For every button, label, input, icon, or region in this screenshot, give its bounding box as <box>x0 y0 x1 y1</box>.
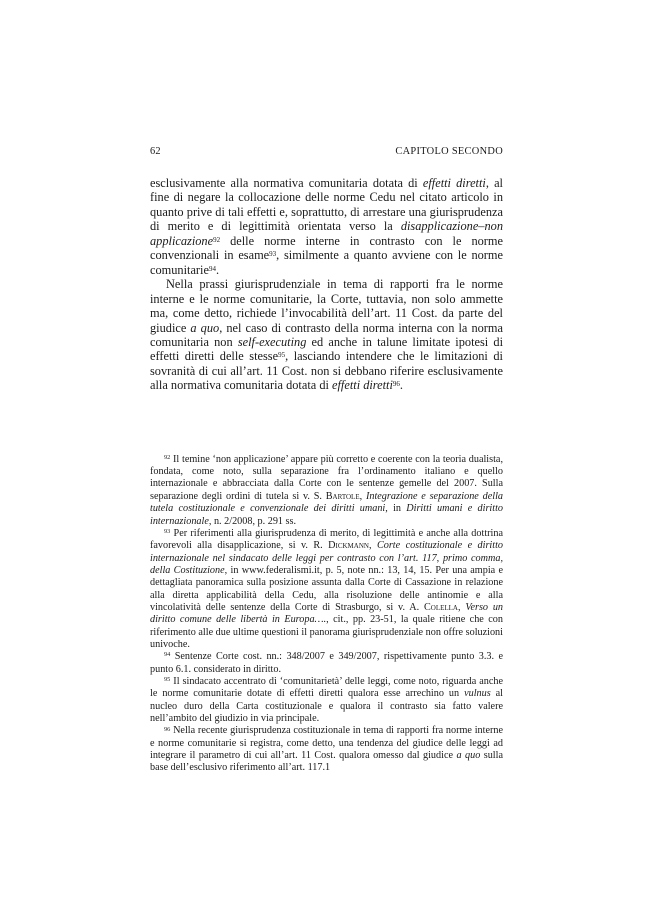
footnote-number: 93 <box>164 528 171 536</box>
main-text <box>150 176 503 393</box>
author-name: Bartole <box>325 490 360 502</box>
footnote-92 <box>150 454 503 528</box>
text-run: , <box>457 601 466 613</box>
text-run: , al fine di negare la collocazione delle norme Cedu nel citato articolo in quanto prive di tali effetti e, soprattutto, di arrestare una giurisprudenza di merito e di legittimità orientata verso la <box>150 176 503 234</box>
paragraph-1 <box>150 176 503 277</box>
footnote-number: 94 <box>164 651 171 659</box>
text-run: . <box>215 262 220 277</box>
italic-term: self-executing <box>237 334 307 349</box>
italic-term: a quo <box>190 320 220 335</box>
footnote-number: 96 <box>164 725 171 733</box>
footnote-94 <box>150 651 503 676</box>
text-run: Nella recente giurisprudenza costituzionale in tema di rapporti fra norme interne e norme comunitarie si registra, come detto, una tendenza del giudice delle leggi ad integrare il parametro di cui all’art. 11 Cost. qualora omesso dal giudice <box>150 725 503 762</box>
text-run: Il sindacato accentrato di ‘comunitarietà’ delle leggi, come noto, riguarda anche le norme comunitarie dotate di effetti diretti qualora esse arrechino un <box>150 675 503 700</box>
text-run: sulla base dell’esclusivo riferimento all’art. 117.1 <box>150 750 503 774</box>
text-run: Il temine ‘non applicazione’ appare più corretto e coerente con la teoria dualista, fondata, come noto, sulla separazione fra l’ordinamento italiano e quello internazionale e abbracciata dalla Corte con le sentenze gemelle del 2007. Sulla separazione degli ordini di tutela si v. S. <box>150 453 503 502</box>
footnotes <box>150 454 503 775</box>
chapter-title: CAPITOLO SECONDO <box>395 146 503 157</box>
text-run: , n. 2/2008, p. 291 ss. <box>208 515 297 527</box>
book-page <box>150 146 503 775</box>
footnote-95 <box>150 676 503 725</box>
text-run: esclusivamente alla normativa comunitaria dotata di <box>150 176 423 190</box>
italic-term: disapplicazione–non applicazione <box>150 219 503 248</box>
footnote-number: 92 <box>164 453 171 461</box>
text-run: Per riferimenti alla giurisprudenza di merito, di legittimità e anche alla dottrina favorevoli alla disapplicazione, si v. R. <box>150 527 503 552</box>
text-run: Nella prassi giurisprudenziale in tema di rapporti fra le norme interne e le norme comunitarie, la Corte, tuttavia, non solo ammette ma, come detto, richiede l’invocabilità dell’art. 11 Cost. da parte del giudice <box>150 277 503 335</box>
italic-title: Verso un diritto comune delle libertà in Europa…. <box>150 601 504 626</box>
text-run: al nucleo duro della Carta costituzionale e qualora il contrasto sia fatto valere nell’ambito del giudizio in via principale. <box>150 688 504 725</box>
italic-title: Corte costituzionale e diritto internazionale nel sindacato delle leggi per contrasto con l’art. 117, primo comma, della Costituzione <box>150 540 504 576</box>
text-run: , lasciando intendere che le limitazioni di sovranità di cui all’art. 11 Cost. non si debbano riferire esclusivamente alla normativa comunitaria dotata di <box>150 349 503 393</box>
text-run: ed anche in talune limitate ipotesi di effetti diretti delle stesse <box>150 334 503 364</box>
italic-term: a quo <box>456 750 481 762</box>
footnote-number: 95 <box>164 676 171 684</box>
paragraph-2 <box>150 277 503 393</box>
italic-title: Diritti umani e diritto internazionale <box>150 503 503 527</box>
footnote-ref-95[interactable]: 95 <box>278 351 286 360</box>
italic-term: effetti diretti <box>422 176 486 190</box>
running-head <box>150 146 503 158</box>
page-number: 62 <box>150 146 161 157</box>
footnote-ref-93[interactable]: 93 <box>269 250 277 259</box>
author-name: Colella <box>423 601 458 613</box>
text-run: , <box>368 540 377 552</box>
text-run: , cit., pp. 23-51, la quale ritiene che con riferimento alle due ultime questioni il panorama giurisprudenziale non offre soluzioni univoche. <box>150 614 503 650</box>
text-run: , nel caso di contrasto della norma interna con la norma comunitaria non <box>150 320 504 349</box>
footnote-ref-96[interactable]: 96 <box>392 380 400 389</box>
footnote-ref-94[interactable]: 94 <box>208 264 216 273</box>
text-run: , in <box>385 503 407 515</box>
footnote-ref-92[interactable]: 92 <box>213 235 221 244</box>
text-run: , similmente a quanto avviene con le norme comunitarie <box>150 248 503 277</box>
footnote-93 <box>150 528 503 651</box>
author-name: Dickmann <box>328 540 369 552</box>
italic-term: effetti diretti <box>332 378 393 393</box>
text-run: . <box>399 378 404 393</box>
italic-term: vulnus <box>464 688 491 700</box>
text-run: delle norme interne in contrasto con le norme convenzionali in esame <box>150 233 503 263</box>
italic-title: Integrazione e separazione della tutela costituzionale e convenzionale dei diritti umani <box>150 490 504 515</box>
text-run: , <box>359 490 366 502</box>
text-run: , in www.federalismi.it, p. 5, note nn.: 13, 14, 15. Per una ampia e dettagliata panoramica sulla posizione assunta dalla Corte di Cassazione in relazione alla diretta applicabilità della Cedu, alla risoluzione delle antinomie e alla vincolatività delle sentenze della Corte di Strasburgo, si v. A. <box>150 564 504 613</box>
footnote-96 <box>150 725 503 774</box>
text-run: Sentenze Corte cost. nn.: 348/2007 e 349/2007, rispettivamente punto 3.3. e punto 6.1. considerato in diritto. <box>150 651 503 675</box>
